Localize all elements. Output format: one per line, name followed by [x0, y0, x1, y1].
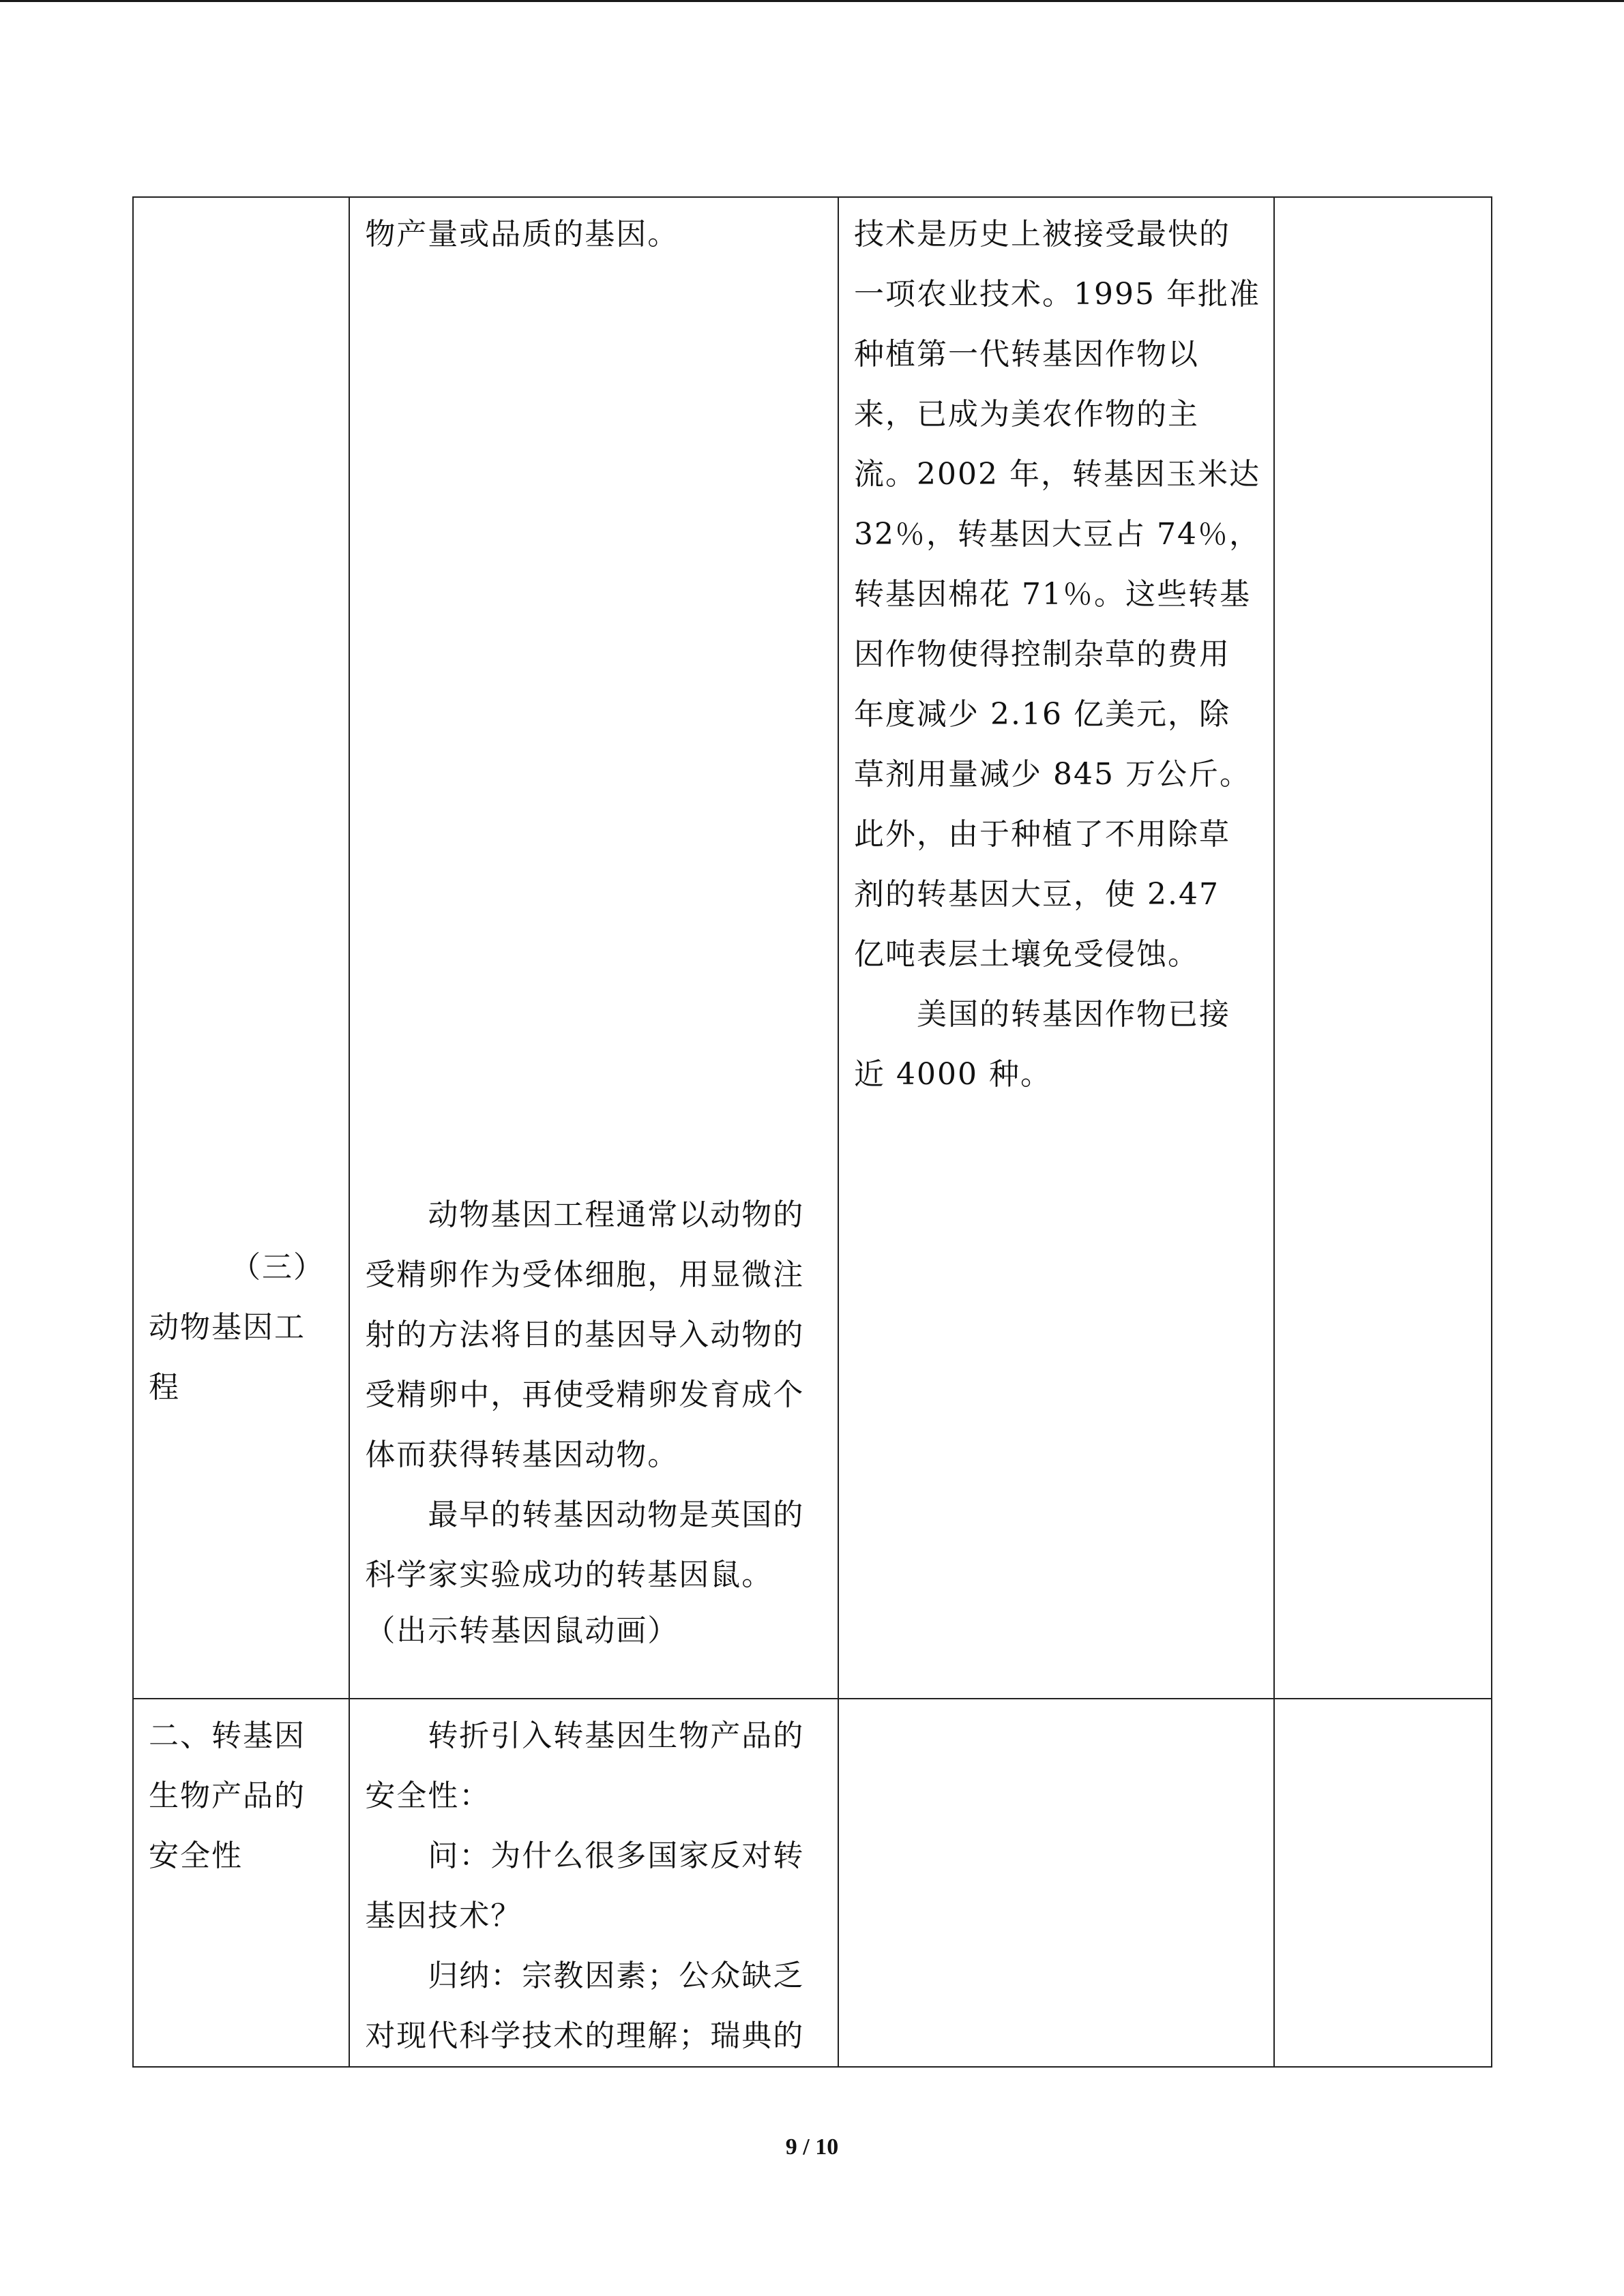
section-heading-line: 生物产品的: [149, 1778, 306, 1813]
section-heading-line: 二、转基因: [149, 1718, 306, 1753]
text-line: 科学家实验成功的转基因鼠。: [365, 1557, 773, 1592]
text-line: 问：为什么很多国家反对转: [428, 1838, 805, 1873]
text-line: 一项农业技术。1995 年批准: [854, 277, 1260, 312]
section-heading-line: 安全性: [149, 1838, 243, 1873]
page-top-border: [0, 0, 1624, 2]
text-line: 种植第一代转基因作物以: [854, 337, 1200, 372]
teaching-content-cell: [349, 1699, 838, 2067]
section-heading-line: 动物基因工: [149, 1310, 306, 1345]
text-line: 动物基因工程通常以动物的: [428, 1197, 805, 1232]
text-line: 物产量或品质的基因。: [365, 217, 679, 252]
material-cell: [838, 197, 1274, 1699]
text-line: 转折引入转基因生物产品的: [428, 1718, 805, 1753]
text-line: 归纳：宗教因素；公众缺乏: [428, 1958, 805, 1993]
text-line: 受精卵作为受体细胞，用显微注: [365, 1257, 805, 1292]
section-heading-line: 程: [149, 1370, 180, 1405]
text-line: 因作物使得控制杂草的费用: [854, 637, 1231, 672]
text-line: 技术是历史上被接受最快的: [854, 217, 1231, 252]
text-line: 对现代科学技术的理解；瑞典的: [365, 2018, 805, 2053]
text-line: 受精卵中，再使受精卵发育成个: [365, 1377, 805, 1412]
text-line: 美国的转基因作物已接: [917, 997, 1231, 1032]
text-line: 最早的转基因动物是英国的: [428, 1497, 805, 1532]
text-line: 安全性：: [365, 1778, 491, 1813]
text-line: 来，已成为美农作物的主: [854, 397, 1200, 432]
material-cell: [838, 1699, 1274, 2067]
notes-cell: [1274, 1699, 1492, 2067]
section-cell: [133, 197, 349, 1699]
table-row: [133, 197, 1492, 1699]
text-line: 近 4000 种。: [854, 1057, 1052, 1092]
text-line: 剂的转基因大豆，使 2.47: [854, 877, 1220, 912]
text-line: 基因技术？: [365, 1898, 522, 1933]
text-line: 体而获得转基因动物。: [365, 1437, 679, 1472]
table-row: [133, 1699, 1492, 2067]
page-number: 9 / 10: [785, 2134, 839, 2160]
text-line: 草剂用量减少 845 万公斤。: [854, 757, 1251, 792]
text-line: 32％，转基因大豆占 74％，: [854, 517, 1260, 552]
text-line: 此外，由于种植了不用除草: [854, 817, 1231, 852]
text-line: （出示转基因鼠动画）: [365, 1613, 679, 1648]
notes-cell: [1274, 197, 1492, 1699]
text-line: 年度减少 2.16 亿美元，除: [854, 697, 1230, 732]
text-line: 亿吨表层土壤免受侵蚀。: [854, 937, 1200, 972]
section-cell: [133, 1699, 349, 2067]
text-line: 转基因棉花 71％。这些转基: [854, 577, 1252, 612]
teaching-content-cell: [349, 197, 838, 1699]
text-line: 射的方法将目的基因导入动物的: [365, 1317, 805, 1352]
section-heading-line: （三）: [231, 1250, 325, 1285]
lesson-plan-table: [132, 196, 1492, 2068]
text-line: 流。2002 年，转基因玉米达: [854, 457, 1260, 492]
